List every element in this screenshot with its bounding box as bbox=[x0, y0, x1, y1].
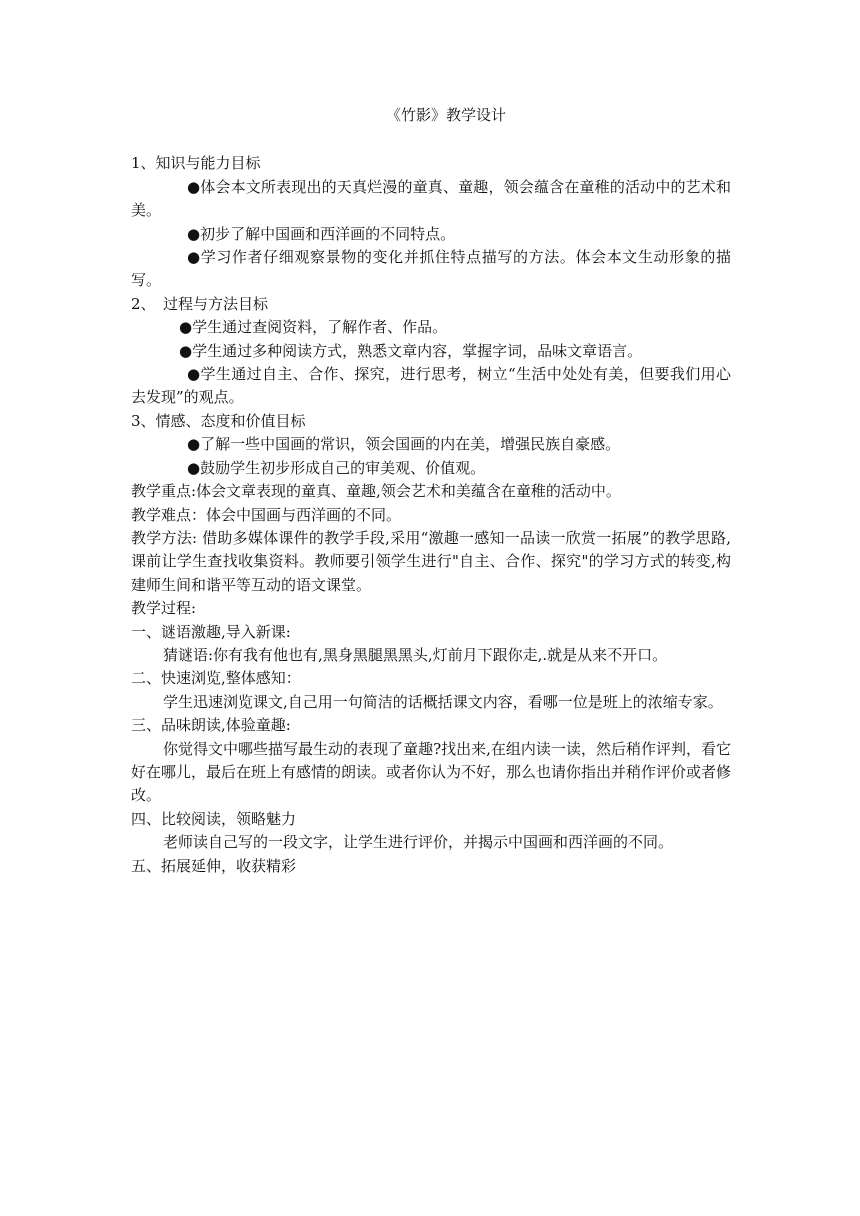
process-step-heading: 五、拓展延伸，收获精彩 bbox=[131, 856, 297, 875]
bullet-item: ●学生通过多种阅读方式，熟悉文章内容，掌握字词，品味文章语言。 bbox=[179, 341, 643, 360]
section-heading-emotion: 3、情感、态度和价值目标 bbox=[131, 411, 306, 430]
bullet-item: ●学习作者仔细观察景物的变化并抓住特点描写的方法。体会本文生动形象的描写。 bbox=[131, 248, 731, 290]
document-title: 《竹影》教学设计 bbox=[385, 106, 506, 124]
bullet-item: ●学生通过自主、合作、探究，进行思考，树立“生活中处处有美，但要我们用心去发现”的观点。 bbox=[131, 365, 731, 407]
process-step-heading: 二、快速浏览,整体感知： bbox=[131, 669, 301, 688]
process-step-text: 你觉得文中哪些描写最生动的表现了童趣?找出来,在组内读一读，然后稍作评判，看它好在哪儿，最后在班上有感情的朗读。或者你认为不好，那么也请你指出并稍作评价或者修改。 bbox=[131, 739, 732, 805]
teaching-key-point: 教学重点:体会文章表现的童真、童趣,领会艺术和美蕴含在童稚的活动中。 bbox=[131, 482, 621, 501]
process-step-heading: 一、谜语激趣,导入新课: bbox=[131, 622, 291, 641]
process-step-text: 老师读自己写的一段文字，让学生进行评价，并揭示中国画和西洋画的不同。 bbox=[163, 833, 674, 852]
bullet-item: ●初步了解中国画和西洋画的不同特点。 bbox=[187, 224, 456, 243]
section-heading-knowledge: 1、知识与能力目标 bbox=[131, 154, 261, 173]
teaching-method: 教学方法: 借助多媒体课件的教学手段,采用“激趣一感知一品读一欣赏一拓展”的教学思路,课前让学生查找收集资料。教师要引领学生进行"自主、合作、探究"的学习方式的转变,构建师生间和谐平等互动的语文课堂。 bbox=[131, 528, 731, 594]
process-step-heading: 三、品味朗读,体验童趣: bbox=[131, 716, 291, 735]
process-step-heading: 四、比较阅读，领略魅力 bbox=[131, 809, 297, 828]
teaching-process-label: 教学过程: bbox=[131, 599, 197, 618]
bullet-item: ●体会本文所表现出的天真烂漫的童真、童趣，领会蕴含在童稚的活动中的艺术和美。 bbox=[131, 177, 731, 220]
bullet-item: ●鼓励学生初步形成自己的审美观、价值观。 bbox=[187, 458, 486, 477]
bullet-item: ●了解一些中国画的常识，领会国画的内在美，增强民族自豪感。 bbox=[187, 435, 621, 454]
process-step-text: 猜谜语:你有我有他也有,黑身黑腿黑黑头,灯前月下跟你走,.就是从来不开口。 bbox=[163, 645, 668, 664]
document-body bbox=[131, 104, 731, 878]
process-step-text: 学生迅速浏览课文,自己用一句简洁的话概括课文内容，看哪一位是班上的浓缩专家。 bbox=[163, 692, 723, 711]
bullet-item: ●学生通过查阅资料，了解作者、作品。 bbox=[179, 318, 448, 337]
section-heading-process-method: 2、 过程与方法目标 bbox=[131, 294, 269, 313]
teaching-difficulty: 教学难点：体会中国画与西洋画的不同。 bbox=[131, 505, 402, 524]
